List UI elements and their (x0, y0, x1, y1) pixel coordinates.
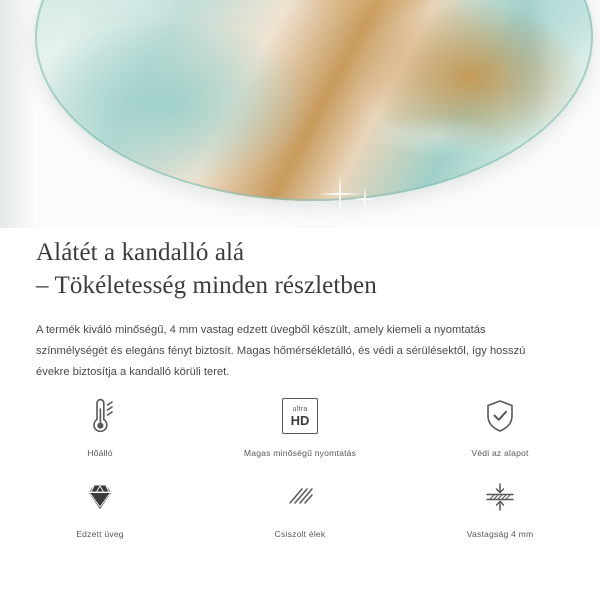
text-content-section (0, 228, 600, 383)
ultra-hd-badge-bottom: HD (290, 412, 310, 428)
feature-label: Védi az alapot (471, 448, 529, 458)
hero-image-section (0, 0, 600, 228)
left-edge-shading (0, 0, 36, 228)
headline-line-1: Alátét a kandalló alá (36, 239, 245, 266)
feature-item-surface-protection (400, 393, 600, 458)
feature-label: Edzett üveg (76, 529, 124, 539)
feature-item-heat-resistant (0, 393, 200, 458)
ultra-hd-badge-top: ultra (292, 405, 308, 413)
description-paragraph: A termék kiváló minőségű, 4 mm vastag edzett üvegből készült, amely kiemeli a nyomtatás színmélységét és elegáns fényt biztosít. Magas hőmérsékletálló, és védi a sérülésektől, így hosszú évekre biztosítja a kandalló körüli teret. (36, 324, 526, 378)
feature-grid (0, 393, 600, 539)
feature-item-polished-edges (200, 474, 400, 539)
feature-item-thickness (400, 474, 600, 539)
feature-label: Vastagság 4 mm (466, 529, 534, 539)
feature-item-tempered-glass (0, 474, 200, 539)
marble-plate-image (34, 0, 594, 202)
thermometer-icon (78, 393, 122, 439)
diamond-icon (78, 474, 122, 520)
page-title (0, 228, 600, 302)
ultra-hd-icon (282, 393, 318, 439)
thickness-icon (478, 474, 522, 520)
polished-edges-icon (278, 474, 322, 520)
feature-label: Csiszolt élek (274, 529, 326, 539)
shield-check-icon (478, 393, 522, 439)
feature-item-print-quality (200, 393, 400, 458)
feature-label: Hőálló (87, 448, 113, 458)
feature-label: Magas minőségű nyomtatás (243, 448, 357, 458)
headline-line-2: – Tökéletesség minden részletben (36, 272, 377, 299)
